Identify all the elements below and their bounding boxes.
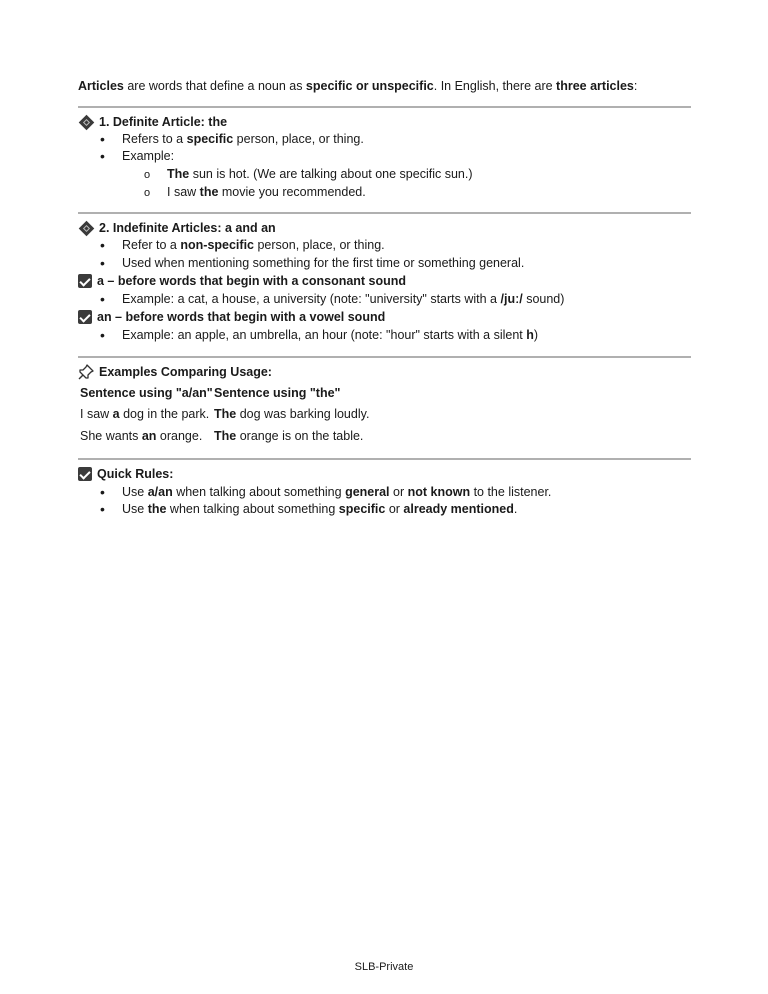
checkbox-check-icon xyxy=(78,467,92,481)
intro-term-articles: Articles xyxy=(78,79,124,93)
diamond-icon xyxy=(79,114,95,130)
a-rule-heading xyxy=(78,273,406,289)
section-1-title: 1. Definite Article: the xyxy=(99,115,228,129)
checkbox-check-icon xyxy=(78,310,92,324)
list-item: Refer to a non-specific person, place, or thing. xyxy=(122,238,385,252)
list-item: Refers to a specific person, place, or thing. xyxy=(122,132,364,146)
intro-text: : xyxy=(633,79,638,93)
section-4-title: Quick Rules: xyxy=(97,467,174,481)
section-divider xyxy=(78,458,691,460)
list-item: Use the when talking about something specific or already mentioned. xyxy=(122,502,518,516)
footer-classification: SLB-Private xyxy=(354,961,414,973)
section-3-title: Examples Comparing Usage: xyxy=(99,365,272,379)
bullet-icon: • xyxy=(100,255,105,271)
pushpin-icon xyxy=(78,364,94,380)
sub-bullet-icon: o xyxy=(144,187,151,199)
list-item: Use a/an when talking about something general or not known to the listener. xyxy=(122,485,552,499)
bullet-icon: • xyxy=(100,501,105,517)
bullet-icon: • xyxy=(100,327,105,343)
table-header-cell: Sentence using "a/an" xyxy=(80,386,213,400)
table-cell: The dog was barking loudly. xyxy=(214,407,370,421)
section-1-heading xyxy=(78,114,227,130)
a-rule-title: a – before words that begin with a consonant sound xyxy=(97,274,407,288)
table-cell: The orange is on the table. xyxy=(214,429,364,443)
intro-paragraph xyxy=(78,78,698,94)
list-item: Example: a cat, a house, a university (note: "university" starts with a /juː/ sound) xyxy=(122,292,565,306)
section-divider xyxy=(78,106,691,108)
table-header-cell: Sentence using "the" xyxy=(214,386,341,400)
bullet-icon: • xyxy=(100,131,105,147)
sub-list-item: The sun is hot. (We are talking about one specific sun.) xyxy=(167,167,473,181)
table-cell: She wants an orange. xyxy=(80,429,203,443)
list-item: Example: xyxy=(122,149,175,163)
bullet-icon: • xyxy=(100,484,105,500)
section-3-heading xyxy=(78,364,272,380)
sub-bullet-icon: o xyxy=(144,169,151,181)
list-item: Used when mentioning something for the first time or something general. xyxy=(122,256,525,270)
bullet-icon: • xyxy=(100,148,105,164)
intro-term-specific: specific or unspecific xyxy=(305,79,434,93)
section-divider xyxy=(78,212,691,214)
section-2-heading xyxy=(78,220,276,236)
intro-text: . In English, there are xyxy=(433,79,557,93)
section-2-title: 2. Indefinite Articles: a and an xyxy=(99,221,276,235)
an-rule-heading xyxy=(78,309,385,325)
checkbox-check-icon xyxy=(78,274,92,288)
intro-text: are words that define a noun as xyxy=(123,79,306,93)
intro-term-three: three articles xyxy=(556,79,634,93)
bullet-icon: • xyxy=(100,291,105,307)
section-divider xyxy=(78,356,691,358)
sub-list-item: I saw the movie you recommended. xyxy=(167,185,366,199)
table-cell: I saw a dog in the park. xyxy=(80,407,210,421)
an-rule-title: an – before words that begin with a vowel sound xyxy=(97,310,386,324)
section-4-heading xyxy=(78,466,173,482)
diamond-icon xyxy=(79,220,95,236)
list-item: Example: an apple, an umbrella, an hour (note: "hour" starts with a silent h) xyxy=(122,328,539,342)
bullet-icon: • xyxy=(100,237,105,253)
